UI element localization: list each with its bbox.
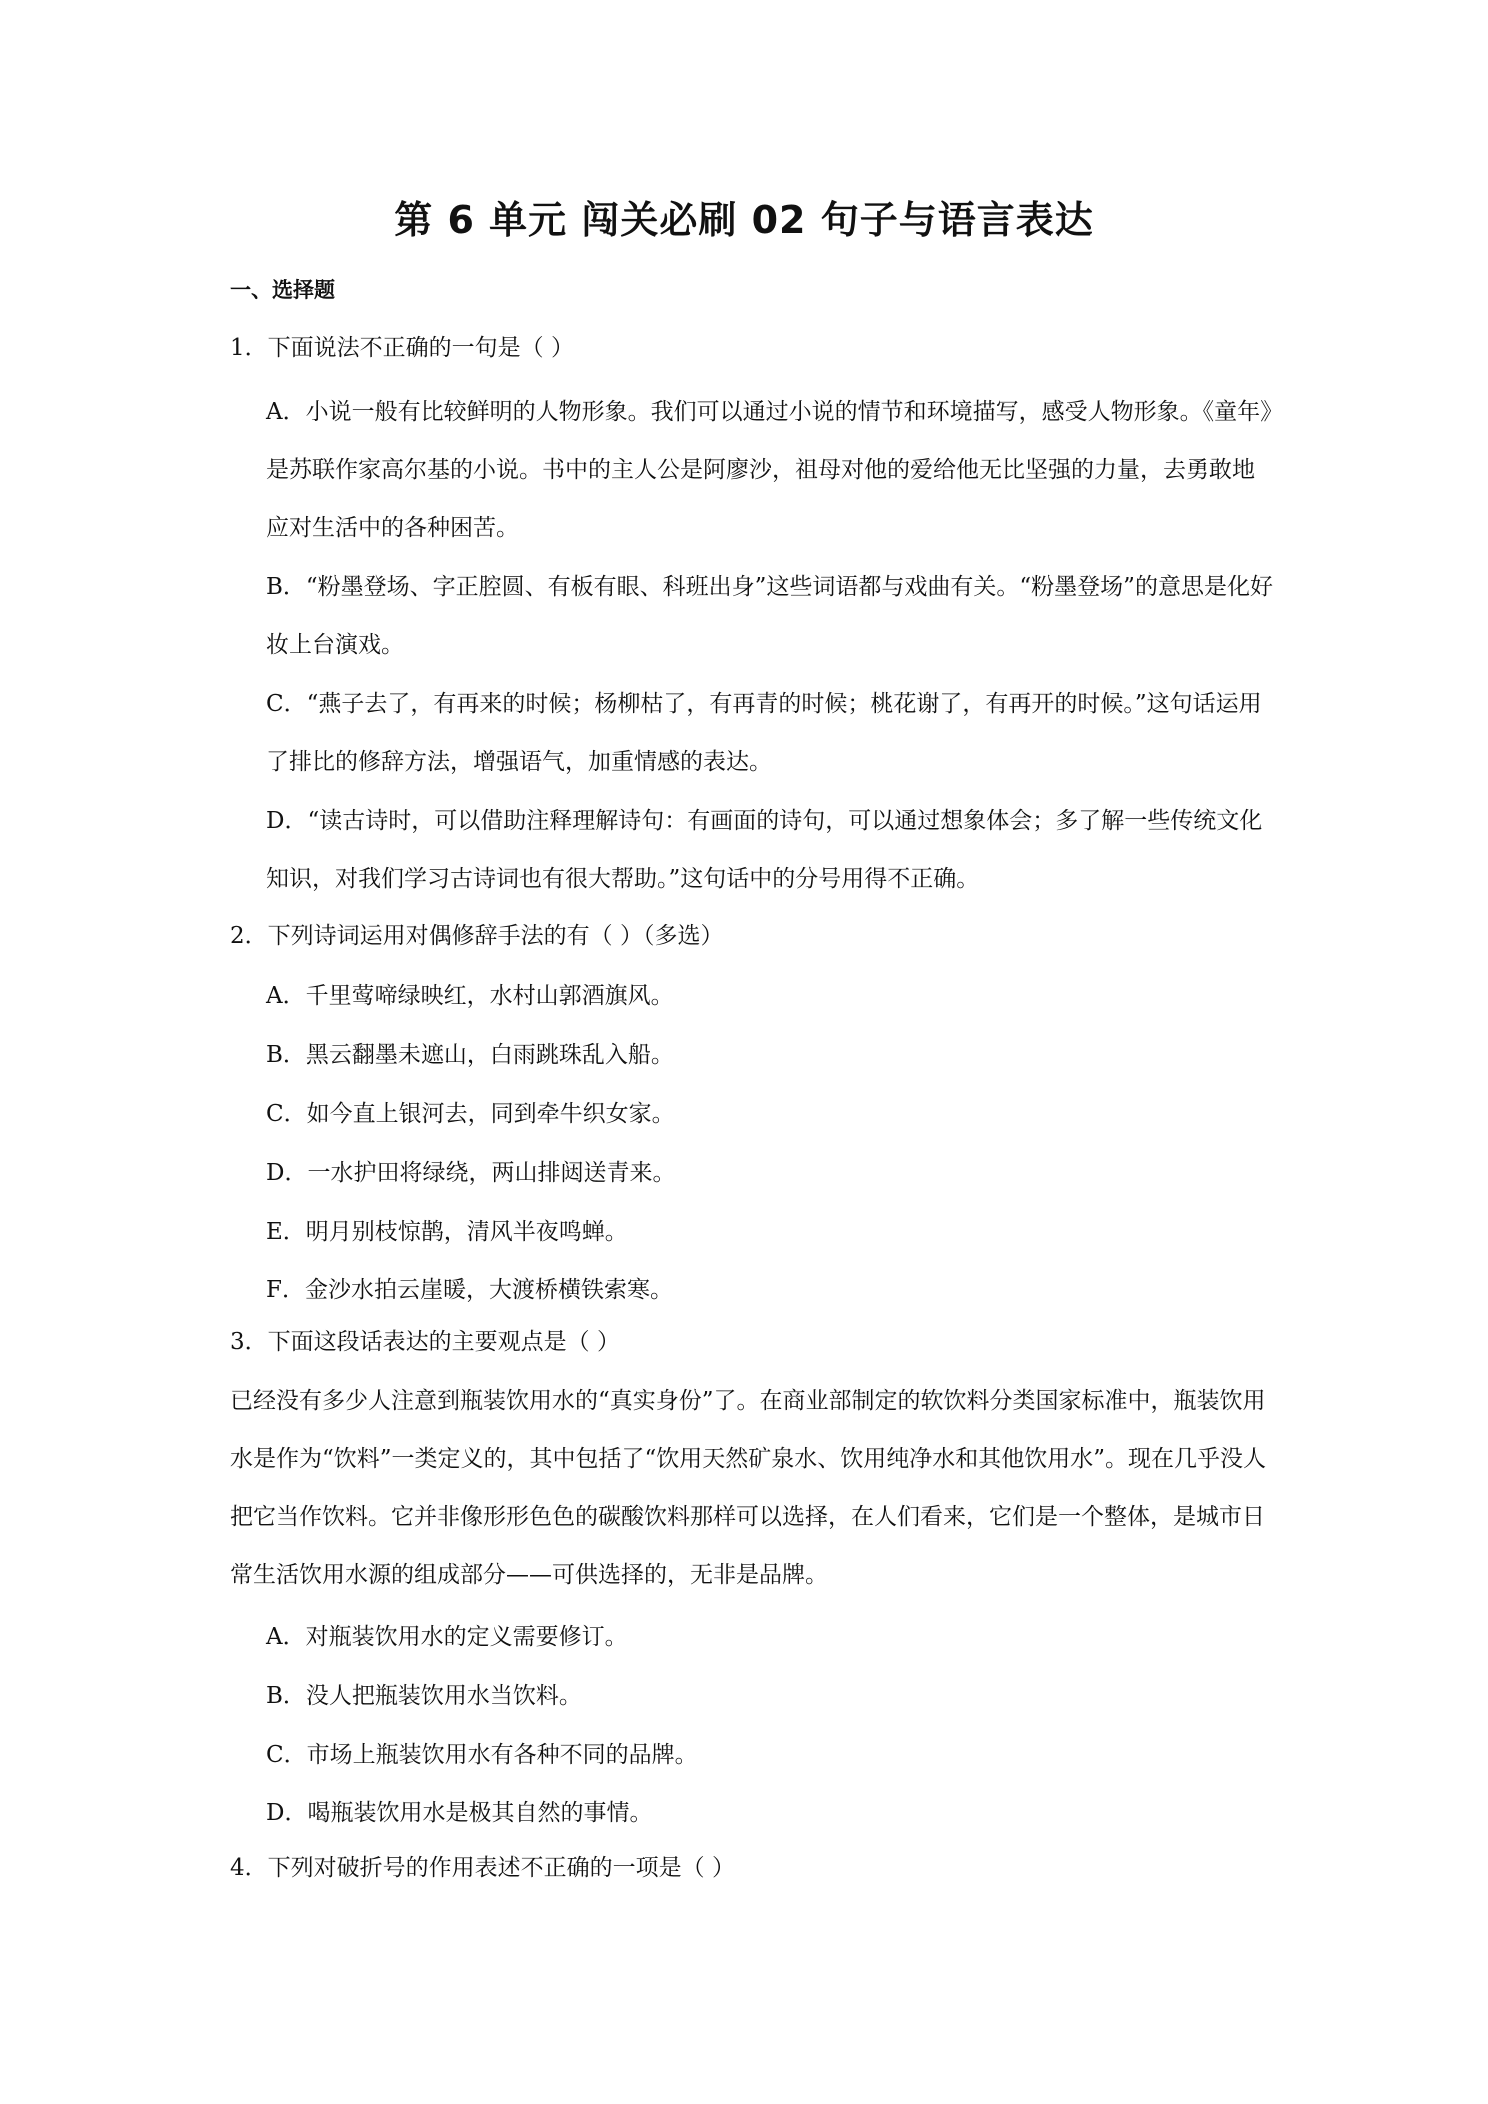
- question-stem: 下面这段话表达的主要观点是（ ）: [267, 1329, 620, 1355]
- question-number: 1．: [230, 335, 268, 361]
- option-label: A．: [266, 399, 306, 425]
- option-label: D．: [266, 808, 308, 834]
- question-4: [230, 1850, 735, 1886]
- option-label: C．: [266, 1742, 307, 1768]
- option-text: 如今直上银河去，同到牵牛织女家。: [306, 1101, 675, 1127]
- option-label: A．: [266, 983, 306, 1009]
- option-text: “粉墨登场、字正腔圆、有板有眼、科班出身”这些词语都与戏曲有关。“粉墨登场”的意思是化好妆上台演戏。: [266, 574, 1273, 658]
- option-text: 黑云翻墨未遮山，白雨跳珠乱入船。: [305, 1042, 674, 1068]
- question-3: [230, 1324, 620, 1360]
- question-1-option-a: [266, 383, 1276, 557]
- question-3-option-b: [266, 1667, 1276, 1725]
- question-2-option-c: [266, 1085, 1276, 1143]
- option-text: 对瓶装饮用水的定义需要修订。: [305, 1624, 628, 1650]
- option-text: 没人把瓶装饮用水当饮料。: [305, 1683, 582, 1709]
- option-text: 千里莺啼绿映红，水村山郭酒旗风。: [305, 983, 674, 1009]
- question-1: [230, 330, 574, 366]
- option-text: 金沙水拍云崖暖，大渡桥横铁索寒。: [304, 1277, 673, 1303]
- question-number: 3．: [230, 1329, 268, 1355]
- question-1-option-c: [266, 675, 1276, 791]
- question-2-option-f: [266, 1261, 1276, 1319]
- option-label: B．: [266, 1683, 306, 1709]
- option-label: F．: [266, 1277, 305, 1303]
- question-number: 4．: [230, 1855, 268, 1881]
- question-2-option-d: [266, 1144, 1276, 1202]
- option-text: “读古诗时，可以借助注释理解诗句：有画面的诗句，可以通过想象体会；多了解一些传统文化知识，对我们学习古诗词也有很大帮助。”这句话中的分号用得不正确。: [266, 808, 1263, 892]
- option-label: D．: [266, 1800, 308, 1826]
- question-3-passage: 已经没有多少人注意到瓶装饮用水的“真实身份”了。在商业部制定的软饮料分类国家标准中，瓶装饮用水是作为“饮料”一类定义的，其中包括了“饮用天然矿泉水、饮用纯净水和其他饮用水”。现在几乎没人把它当作饮料。它并非像形形色色的碳酸饮料那样可以选择，在人们看来，它们是一个整体，是城市日常生活饮用水源的组成部分——可供选择的，无非是品牌。: [230, 1388, 1267, 1588]
- option-text: 一水护田将绿绕，两山排闼送青来。: [307, 1160, 676, 1186]
- question-2-option-a: [266, 967, 1276, 1025]
- option-label: C．: [266, 691, 307, 717]
- question-stem: 下列诗词运用对偶修辞手法的有（ ）（多选）: [267, 923, 724, 949]
- option-label: C．: [266, 1101, 307, 1127]
- question-stem: 下面说法不正确的一句是（ ）: [267, 335, 574, 361]
- option-label: A．: [266, 1624, 306, 1650]
- option-text: 小说一般有比较鲜明的人物形象。我们可以通过小说的情节和环境描写，感受人物形象。《童年》是苏联作家高尔基的小说。书中的主人公是阿廖沙，祖母对他的爱给他无比坚强的力量，去勇敢地应对生活中的各种困苦。: [266, 399, 1272, 541]
- section-heading: 一、选择题: [230, 278, 335, 302]
- question-2-option-b: [266, 1026, 1276, 1084]
- question-3-option-a: [266, 1608, 1276, 1666]
- option-text: “燕子去了，有再来的时候；杨柳枯了，有再青的时候；桃花谢了，有再开的时候。”这句话运用了排比的修辞方法，增强语气，加重情感的表达。: [266, 691, 1262, 775]
- question-stem: 下列对破折号的作用表述不正确的一项是（ ）: [267, 1855, 735, 1881]
- option-text: 明月别枝惊鹊，清风半夜鸣蝉。: [305, 1219, 628, 1245]
- question-number: 2．: [230, 923, 268, 949]
- question-1-option-d: [266, 792, 1276, 908]
- option-label: B．: [266, 574, 306, 600]
- page-title: 第 6 单元 闯关必刷 02 句子与语言表达: [394, 198, 1094, 242]
- question-1-option-b: [266, 558, 1276, 674]
- question-2-option-e: [266, 1203, 1276, 1261]
- option-label: E．: [266, 1219, 306, 1245]
- option-text: 市场上瓶装饮用水有各种不同的品牌。: [306, 1742, 698, 1768]
- question-3-option-d: [266, 1784, 1276, 1842]
- option-text: 喝瓶装饮用水是极其自然的事情。: [307, 1800, 653, 1826]
- question-2: [230, 918, 723, 954]
- question-3-option-c: [266, 1726, 1276, 1784]
- option-label: D．: [266, 1160, 308, 1186]
- option-label: B．: [266, 1042, 306, 1068]
